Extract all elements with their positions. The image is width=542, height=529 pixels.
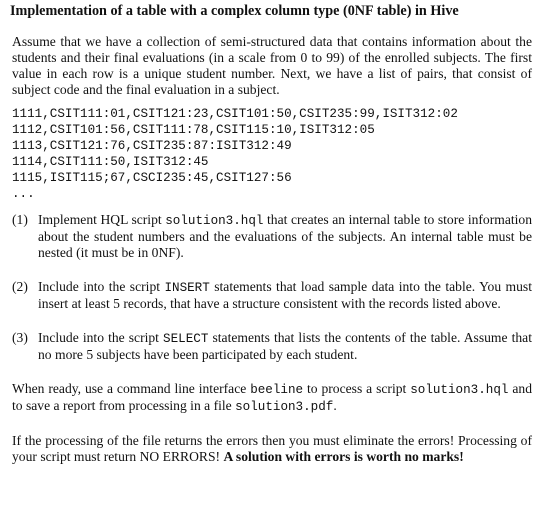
inline-code: solution3.pdf <box>235 400 334 414</box>
final-paragraph <box>12 433 532 465</box>
document-title: Implementation of a table with a complex column type (0NF table) in Hive <box>10 3 459 19</box>
ready-text-mid: to process a script <box>303 381 411 396</box>
task-text-post: statements that load sample data into the table. You must insert at least 5 records, that have a structure consistent with the records listed above. <box>38 279 532 311</box>
task-text-pre: Include into the script <box>38 330 164 345</box>
task-3 <box>12 330 532 363</box>
task-text-post: statements that lists the contents of the table. Assume that no more 5 subjects have been participated by each student. <box>38 330 532 362</box>
ready-text-mid2: and to save a report from processing in a file <box>12 381 532 413</box>
inline-code: beeline <box>250 383 304 397</box>
task-number: (2) <box>12 279 28 294</box>
intro-paragraph: Assume that we have a collection of semi-structured data that contains information about the students and their final evaluations (in a scale from 0 to 99) of the enrolled subjects. The first value in each row is a unique student number. Next, we have a list of pairs, that consist of subject code and the final evaluation in a subject. <box>12 34 532 97</box>
task-text <box>38 330 532 363</box>
data-line: 1114,CSIT111:50,ISIT312:45 <box>12 155 209 169</box>
task-text-post: that creates an internal table to store information about the student numbers and the evaluations of the subjects. An internal table must be nested (it must be in 0NF). <box>38 212 533 260</box>
data-line: 1112,CSIT101:56,CSIT111:78,CSIT115:10,ISIT312:05 <box>12 123 375 137</box>
ready-text-post: . <box>333 398 337 413</box>
inline-code: solution3.hql <box>410 383 509 397</box>
inline-code: solution3.hql <box>165 214 264 228</box>
final-warning: A solution with errors is worth no marks! <box>223 449 464 464</box>
ready-text-pre: When ready, use a command line interface <box>12 381 251 396</box>
data-line: 1113,CSIT121:76,CSIT235:87:ISIT312:49 <box>12 139 292 153</box>
task-number: (1) <box>12 212 28 227</box>
task-text <box>38 212 532 261</box>
data-line: 1111,CSIT111:01,CSIT121:23,CSIT101:50,CSIT235:99,ISIT312:02 <box>12 107 458 121</box>
task-text-pre: Implement HQL script <box>38 212 166 227</box>
data-line-ellipsis: ... <box>12 187 35 201</box>
task-text-pre: Include into the script <box>38 279 165 294</box>
inline-code: SELECT <box>163 332 209 346</box>
task-text <box>38 279 532 312</box>
ready-paragraph <box>12 381 532 415</box>
sample-data-block <box>12 106 532 202</box>
final-text: If the processing of the file returns the errors then you must eliminate the errors! Processing of your script must return NO ERRORS! <box>12 433 532 464</box>
task-2 <box>12 279 532 312</box>
task-1 <box>12 212 532 261</box>
inline-code: INSERT <box>164 281 210 295</box>
task-number: (3) <box>12 330 28 345</box>
data-line: 1115,ISIT115;67,CSCI235:45,CSIT127:56 <box>12 171 292 185</box>
